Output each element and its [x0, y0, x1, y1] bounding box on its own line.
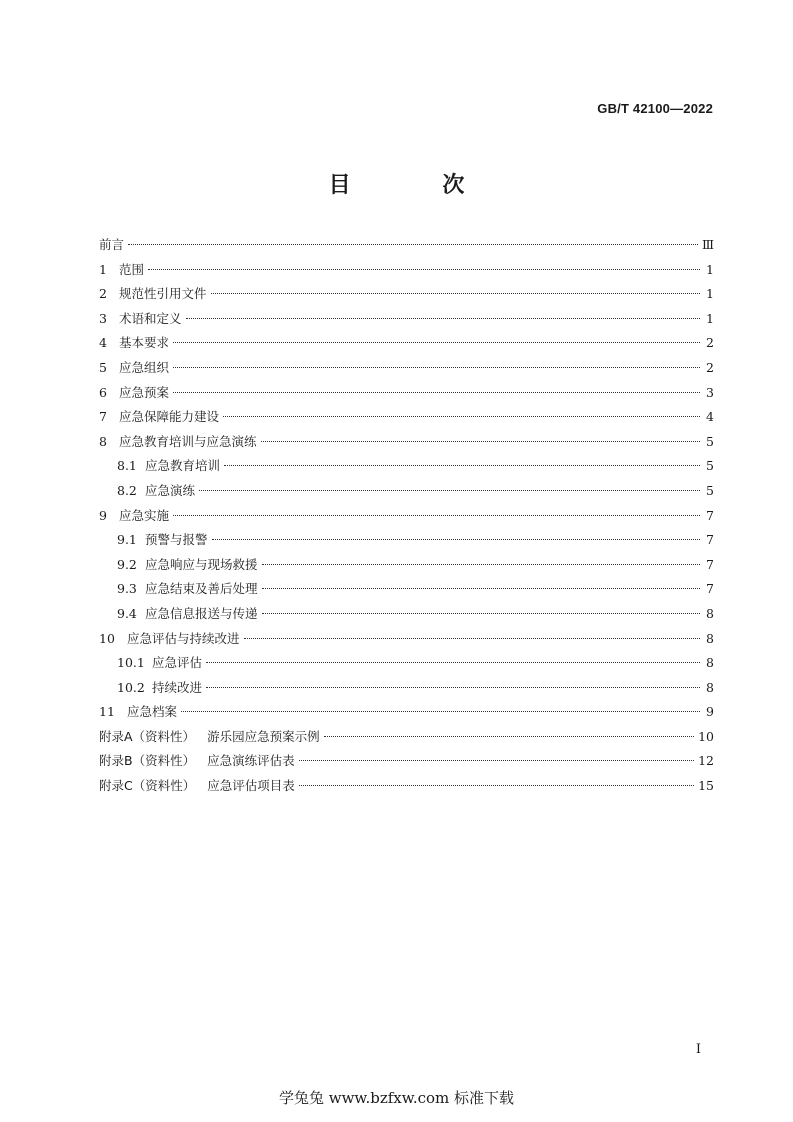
- toc-entry-number: 附录C（资料性）: [99, 778, 196, 794]
- toc-entry-number: 9.1: [117, 532, 137, 548]
- toc-entry[interactable]: [99, 528, 714, 553]
- toc-entry[interactable]: [99, 430, 714, 455]
- toc-entry-number: 附录B（资料性）: [99, 753, 196, 769]
- toc-entry-page: 1: [706, 261, 714, 277]
- toc-leader-dots: [262, 588, 700, 589]
- toc-entry-title: 预警与报警: [145, 532, 208, 548]
- toc-entry[interactable]: [99, 381, 714, 406]
- toc-entry-number: 7: [99, 409, 107, 425]
- toc-entry[interactable]: [99, 602, 714, 627]
- toc-entry[interactable]: [99, 307, 714, 332]
- toc-entry-number: 3: [99, 310, 107, 326]
- toc-entry-page: 7: [706, 507, 714, 523]
- toc-entry-page: 1: [706, 310, 714, 326]
- toc-entry-title: 范围: [119, 261, 145, 277]
- toc-entry[interactable]: [99, 504, 714, 529]
- toc-entry-page: 3: [706, 384, 714, 400]
- toc-entry-page: 1: [706, 286, 714, 302]
- toc-entry-title: 应急评估与持续改进: [127, 630, 240, 646]
- toc-entry-title: 前言: [99, 237, 125, 252]
- toc-entry-page: 5: [706, 482, 714, 498]
- toc-entry[interactable]: [99, 553, 714, 578]
- toc-entry-number: 9.4: [117, 605, 137, 621]
- toc-entry-number: 4: [99, 335, 107, 351]
- toc-entry-title: 应急响应与现场救援: [145, 556, 258, 572]
- toc-leader-dots: [206, 687, 700, 688]
- toc-entry-number: 9: [99, 507, 107, 523]
- toc-entry-title: 应急组织: [119, 359, 170, 375]
- toc-entry-page: 4: [706, 409, 714, 425]
- toc-entry[interactable]: [99, 676, 714, 701]
- toc-leader-dots: [206, 662, 700, 663]
- toc-entry-page: 8: [706, 655, 714, 671]
- toc-leader-dots: [212, 539, 700, 540]
- toc-entry[interactable]: [99, 749, 714, 774]
- toc-entry-page: 5: [706, 458, 714, 474]
- toc-entry-title: 基本要求: [119, 335, 170, 351]
- toc-entry[interactable]: [99, 356, 714, 381]
- toc-entry[interactable]: [99, 627, 714, 652]
- toc-entry-number: 附录A（资料性）: [99, 728, 196, 744]
- toc-entry-title: 应急评估项目表: [207, 778, 295, 794]
- toc-leader-dots: [211, 293, 700, 294]
- toc-leader-dots: [223, 416, 700, 417]
- page-title: 目 次: [328, 173, 507, 198]
- toc-entry-page: 7: [706, 581, 714, 597]
- toc-entry-number: 9.3: [117, 581, 137, 597]
- toc-entry-number: 10: [99, 630, 115, 646]
- toc-entry-number: 11: [99, 704, 115, 720]
- toc-entry-title: 应急预案: [119, 384, 170, 400]
- page-number: I: [695, 1042, 701, 1057]
- toc-entry-page: Ⅲ: [701, 237, 714, 252]
- toc-entry-page: 8: [706, 605, 714, 621]
- toc-entry-title: 术语和定义: [119, 310, 182, 326]
- toc-leader-dots: [244, 638, 700, 639]
- toc-entry-title: 应急实施: [119, 507, 170, 523]
- table-of-contents: [99, 233, 714, 799]
- watermark-footer: 学兔兔 www.bzfxw.com 标准下载: [278, 1089, 515, 1107]
- toc-leader-dots: [199, 490, 700, 491]
- toc-leader-dots: [186, 318, 700, 319]
- standard-number: GB/T 42100—2022: [597, 101, 713, 116]
- toc-entry-number: 8.1: [117, 458, 137, 474]
- toc-leader-dots: [262, 564, 700, 565]
- toc-leader-dots: [299, 785, 694, 786]
- toc-leader-dots: [261, 441, 700, 442]
- toc-entry-page: 12: [698, 753, 714, 769]
- toc-entry-number: 5: [99, 359, 107, 375]
- toc-entry-number: 8: [99, 433, 107, 449]
- toc-entry-page: 15: [698, 778, 714, 794]
- toc-entry-number: 2: [99, 286, 107, 302]
- toc-leader-dots: [173, 515, 700, 516]
- toc-entry-title: 游乐园应急预案示例: [207, 728, 320, 744]
- toc-entry-title: 应急教育培训: [145, 458, 221, 474]
- toc-entry-page: 7: [706, 532, 714, 548]
- toc-leader-dots: [128, 244, 698, 245]
- toc-entry[interactable]: [99, 651, 714, 676]
- toc-entry-title: 应急演练评估表: [207, 753, 295, 769]
- toc-leader-dots: [173, 367, 700, 368]
- toc-entry[interactable]: [99, 331, 714, 356]
- toc-entry-page: 2: [706, 335, 714, 351]
- toc-entry[interactable]: [99, 479, 714, 504]
- toc-leader-dots: [173, 342, 700, 343]
- toc-leader-dots: [224, 465, 700, 466]
- toc-entry[interactable]: [99, 405, 714, 430]
- toc-entry[interactable]: [99, 454, 714, 479]
- toc-entry[interactable]: [99, 282, 714, 307]
- toc-entry-title: 规范性引用文件: [119, 286, 207, 302]
- toc-leader-dots: [262, 613, 700, 614]
- toc-entry-title: 应急保障能力建设: [119, 409, 220, 425]
- toc-entry-page: 8: [706, 630, 714, 646]
- toc-entry-page: 2: [706, 359, 714, 375]
- toc-entry[interactable]: [99, 577, 714, 602]
- toc-entry-page: 7: [706, 556, 714, 572]
- toc-entry-title: 持续改进: [152, 679, 203, 695]
- toc-entry[interactable]: [99, 700, 714, 725]
- toc-entry[interactable]: [99, 725, 714, 750]
- toc-leader-dots: [173, 392, 700, 393]
- toc-entry-title: 应急档案: [127, 704, 178, 720]
- toc-entry-number: 9.2: [117, 556, 137, 572]
- toc-entry-number: 1: [99, 261, 107, 277]
- toc-entry[interactable]: [99, 258, 714, 283]
- toc-entry-title: 应急演练: [145, 482, 196, 498]
- toc-entry-title: 应急教育培训与应急演练: [119, 433, 257, 449]
- toc-entry-number: 8.2: [117, 482, 137, 498]
- toc-entry-page: 8: [706, 679, 714, 695]
- toc-entry-number: 6: [99, 384, 107, 400]
- toc-leader-dots: [299, 760, 695, 761]
- toc-entry-title: 应急评估: [152, 655, 203, 671]
- toc-leader-dots: [324, 736, 695, 737]
- toc-entry[interactable]: [99, 774, 714, 799]
- toc-entry-number: 10.2: [117, 679, 145, 695]
- toc-entry-number: 10.1: [117, 655, 145, 671]
- toc-entry-page: 9: [706, 704, 714, 720]
- toc-leader-dots: [181, 711, 700, 712]
- toc-entry-title: 应急信息报送与传递: [145, 605, 258, 621]
- toc-entry[interactable]: [99, 233, 714, 258]
- toc-leader-dots: [148, 269, 700, 270]
- toc-entry-page: 5: [706, 433, 714, 449]
- toc-entry-page: 10: [698, 728, 714, 744]
- toc-entry-title: 应急结束及善后处理: [145, 581, 258, 597]
